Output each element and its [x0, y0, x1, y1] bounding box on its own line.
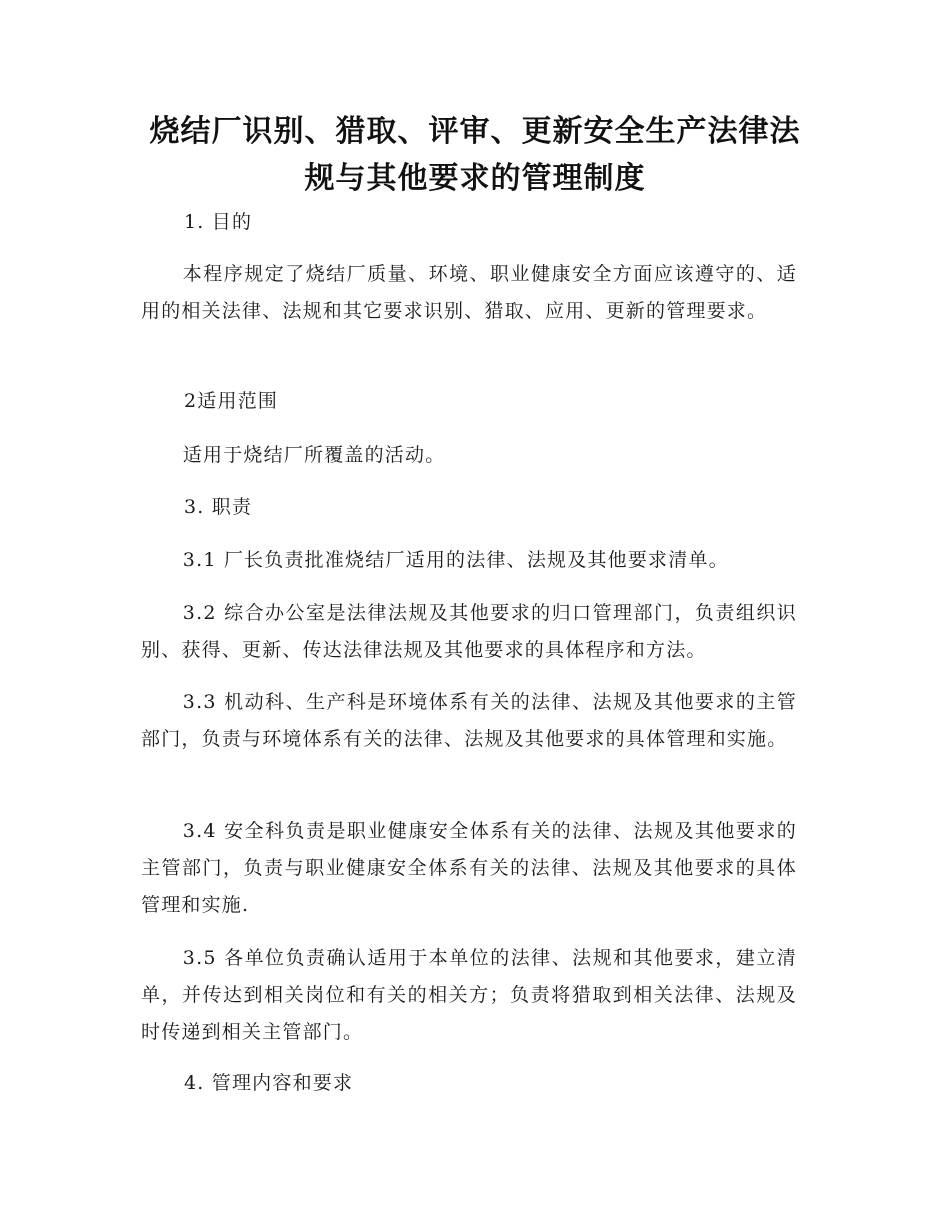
title-line-1: 烧结厂识别、猎取、评审、更新安全生产法律法	[149, 114, 801, 149]
section-heading-purpose: 1. 目的	[184, 211, 253, 233]
paragraph-scope: 适用于烧结厂所覆盖的活动。	[182, 444, 446, 466]
section-heading-scope: 2适用范围	[184, 390, 279, 412]
paragraph-item-3-1: 3.1 厂长负责批准烧结厂适用的法律、法规及其他要求清单。	[182, 549, 729, 571]
paragraph-item-3-5: 3.5 各单位负责确认适用于本单位的法律、法规和其他要求，建立清单，并传达到相关岗位和有关的相关方；负责将猎取到相关法律、法规及时传递到相关主管部门。	[141, 947, 797, 1043]
section-heading-responsibilities: 3. 职责	[184, 496, 253, 518]
paragraph-purpose: 本程序规定了烧结厂质量、环境、职业健康安全方面应该遵守的、适用的相关法律、法规和其它要求识别、猎取、应用、更新的管理要求。	[141, 263, 797, 322]
paragraph-item-3-4: 3.4 安全科负责是职业健康安全体系有关的法律、法规及其他要求的主管部门，负责与职业健康安全体系有关的法律、法规及其他要求的具体管理和实施.	[141, 820, 797, 916]
paragraph-item-3-2: 3.2 综合办公室是法律法规及其他要求的归口管理部门，负责组织识别、获得、更新、传达法律法规及其他要求的具体程序和方法。	[141, 602, 797, 661]
title-line-2: 规与其他要求的管理制度	[304, 161, 646, 196]
paragraph-item-3-3: 3.3 机动科、生产科是环境体系有关的法律、法规及其他要求的主管部门，负责与环境体系有关的法律、法规及其他要求的具体管理和实施。	[141, 691, 797, 750]
document-title	[140, 108, 810, 202]
section-heading-management: 4. 管理内容和要求	[184, 1072, 354, 1094]
